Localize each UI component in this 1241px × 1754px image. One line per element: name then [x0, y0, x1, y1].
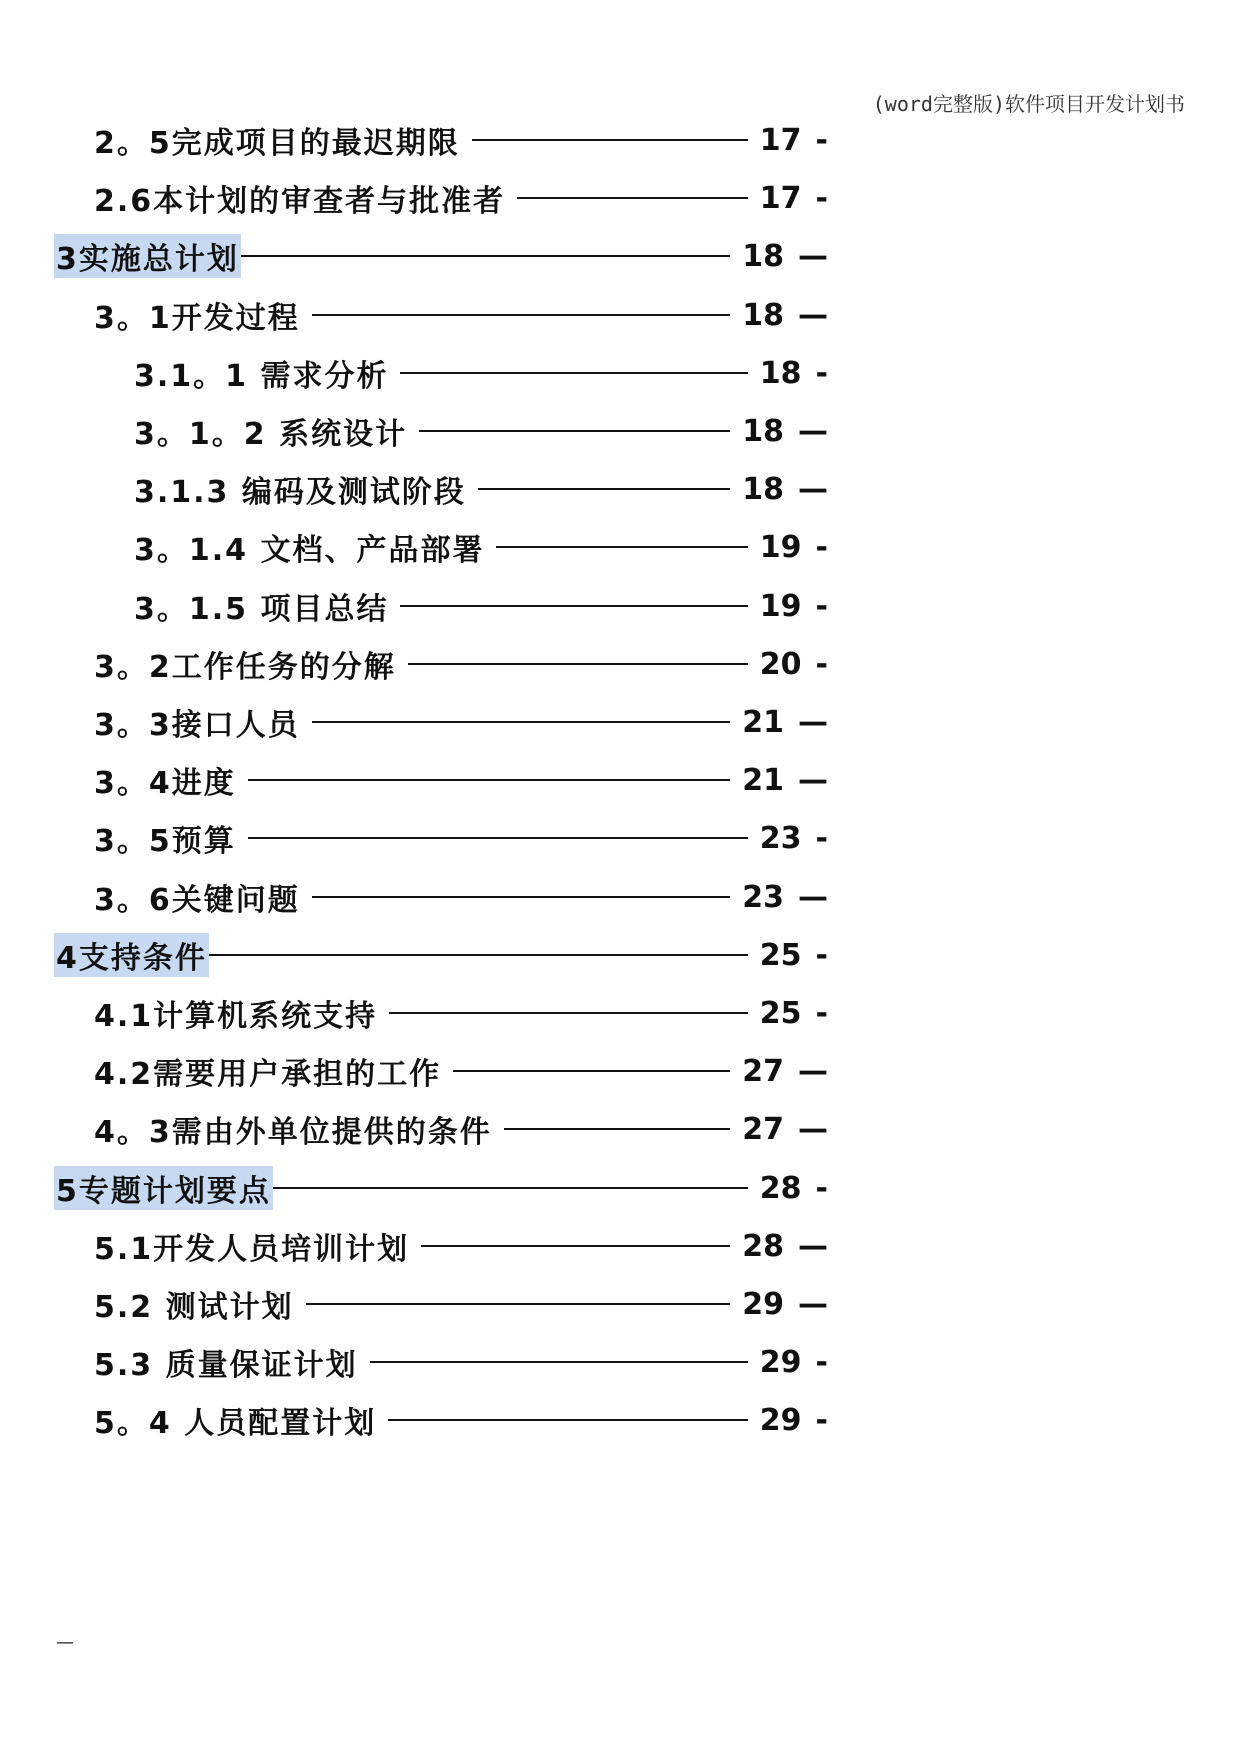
footer-dash: —: [56, 1632, 74, 1653]
toc-page-number: 18: [742, 238, 784, 274]
page-header-title: (word完整版)软件项目开发计划书: [872, 92, 1185, 116]
toc-leader-line: [273, 1187, 748, 1189]
toc-page-dash: -: [815, 1344, 828, 1380]
toc-page-number: 20: [759, 646, 802, 682]
toc-page-number: 21: [742, 762, 784, 798]
toc-leader-line: [400, 605, 747, 607]
toc-page-number: 19: [759, 529, 802, 565]
toc-entry-title: 3。3接口人员: [94, 708, 300, 743]
toc-entry[interactable]: [92, 1340, 828, 1384]
toc-leader-line: [517, 197, 748, 199]
toc-entry-title: 3。6关键问题: [94, 883, 300, 918]
toc-page-number: 25: [759, 995, 802, 1031]
toc-page-dash: -: [815, 1170, 828, 1206]
toc-entry-title: 5。4 人员配置计划: [94, 1406, 377, 1441]
toc-page-number: 17: [759, 180, 802, 216]
toc-page-dash: —: [798, 704, 828, 740]
toc-entry-title: 4支持条件: [54, 933, 209, 977]
toc-page-number: 28: [742, 1228, 784, 1264]
toc-page-number: 27: [742, 1053, 784, 1089]
toc-entry-title: 4。3需由外单位提供的条件: [94, 1115, 492, 1150]
toc-entry-title: 5.2 测试计划: [94, 1290, 294, 1325]
toc-leader-line: [312, 896, 731, 898]
toc-entry-title: 5.3 质量保证计划: [94, 1348, 358, 1383]
toc-entry[interactable]: [132, 525, 828, 569]
toc-entry[interactable]: [92, 118, 828, 162]
toc-page-number: 29: [742, 1286, 784, 1322]
toc-page-dash: -: [815, 588, 828, 624]
toc-leader-line: [504, 1128, 731, 1130]
toc-entry[interactable]: [92, 176, 828, 220]
toc-page-number: 23: [759, 820, 802, 856]
toc-entry[interactable]: [92, 875, 828, 919]
toc-entry[interactable]: [132, 351, 828, 395]
toc-leader-line: [388, 1419, 748, 1421]
toc-page-number: 18: [742, 297, 784, 333]
toc-page-dash: —: [798, 1286, 828, 1322]
toc-page-number: 23: [742, 879, 784, 915]
toc-entry-title: 3.1。1 需求分析: [134, 359, 389, 394]
toc-page-number: 18: [759, 355, 802, 391]
toc-entry-title: 3。1开发过程: [94, 301, 300, 336]
toc-page-number: 28: [759, 1170, 802, 1206]
toc-page-dash: —: [798, 238, 828, 274]
toc-leader-line: [312, 721, 731, 723]
toc-leader-line: [419, 430, 730, 432]
toc-page-dash: -: [815, 122, 828, 158]
toc-page-number: 19: [759, 588, 802, 624]
toc-entry[interactable]: [92, 700, 828, 744]
toc-page-dash: —: [798, 762, 828, 798]
toc-entry[interactable]: [54, 1166, 828, 1210]
toc-page-dash: —: [798, 471, 828, 507]
toc-leader-line: [496, 546, 747, 548]
toc-page-dash: -: [815, 180, 828, 216]
toc-entry-title: 4.1计算机系统支持: [94, 999, 378, 1034]
toc-page-number: 18: [742, 471, 784, 507]
toc-entry-title: 3。1.5 项目总结: [134, 592, 389, 627]
toc-leader-line: [453, 1070, 730, 1072]
toc-entry[interactable]: [92, 991, 828, 1035]
toc-page-number: 25: [759, 937, 802, 973]
toc-entry-title: 3。1.4 文档、产品部署: [134, 533, 485, 568]
toc-page-dash: —: [798, 1053, 828, 1089]
toc-page-dash: —: [798, 413, 828, 449]
toc-page-dash: —: [798, 297, 828, 333]
toc-entry-title: 2.6本计划的审查者与批准者: [94, 184, 506, 219]
toc-entry[interactable]: [92, 1107, 828, 1151]
toc-page-number: 17: [759, 122, 802, 158]
toc-entry[interactable]: [92, 293, 828, 337]
toc-page-dash: -: [815, 646, 828, 682]
toc-leader-line: [472, 139, 748, 141]
toc-leader-line: [241, 255, 730, 257]
toc-entry[interactable]: [54, 234, 828, 278]
toc-entry-title: 4.2需要用户承担的工作: [94, 1057, 442, 1092]
toc-leader-line: [421, 1245, 730, 1247]
toc-leader-line: [408, 663, 748, 665]
toc-entry[interactable]: [92, 1398, 828, 1442]
toc-entry[interactable]: [92, 1282, 828, 1326]
toc-entry[interactable]: [132, 467, 828, 511]
toc-entry-title: 5.1开发人员培训计划: [94, 1232, 410, 1267]
toc-leader-line: [209, 954, 748, 956]
toc-leader-line: [306, 1303, 731, 1305]
toc-entry[interactable]: [132, 584, 828, 628]
toc-leader-line: [248, 779, 731, 781]
toc-leader-line: [248, 837, 748, 839]
toc-page-number: 29: [759, 1402, 802, 1438]
toc-page-dash: -: [815, 355, 828, 391]
toc-leader-line: [400, 372, 747, 374]
toc-entry-title: 3。1。2 系统设计: [134, 417, 408, 452]
toc-leader-line: [370, 1361, 748, 1363]
toc-page-dash: -: [815, 937, 828, 973]
toc-leader-line: [312, 314, 731, 316]
toc-page-number: 18: [742, 413, 784, 449]
toc-entry[interactable]: [92, 642, 828, 686]
toc-entry-title: 5专题计划要点: [54, 1166, 273, 1210]
toc-page-dash: -: [815, 1402, 828, 1438]
toc-entry-title: 3实施总计划: [54, 234, 241, 278]
toc-page-number: 29: [759, 1344, 802, 1380]
toc-entry[interactable]: [92, 816, 828, 860]
toc-entry[interactable]: [92, 1224, 828, 1268]
toc-entry[interactable]: [54, 933, 828, 977]
toc-entry-title: 2。5完成项目的最迟期限: [94, 126, 460, 161]
table-of-contents: [0, 118, 1241, 1598]
toc-entry-title: 3.1.3 编码及测试阶段: [134, 475, 466, 510]
toc-entry-title: 3。4进度: [94, 766, 236, 801]
toc-leader-line: [478, 488, 730, 490]
toc-entry-title: 3。5预算: [94, 824, 236, 859]
toc-leader-line: [389, 1012, 748, 1014]
toc-entry[interactable]: [92, 758, 828, 802]
toc-entry[interactable]: [132, 409, 828, 453]
toc-page-dash: —: [798, 1111, 828, 1147]
toc-entry[interactable]: [92, 1049, 828, 1093]
toc-page-dash: -: [815, 820, 828, 856]
toc-entry-title: 3。2工作任务的分解: [94, 650, 396, 685]
toc-page-number: 27: [742, 1111, 784, 1147]
toc-page-dash: -: [815, 995, 828, 1031]
toc-page-dash: -: [815, 529, 828, 565]
toc-page-dash: —: [798, 1228, 828, 1264]
toc-page-dash: —: [798, 879, 828, 915]
toc-page-number: 21: [742, 704, 784, 740]
